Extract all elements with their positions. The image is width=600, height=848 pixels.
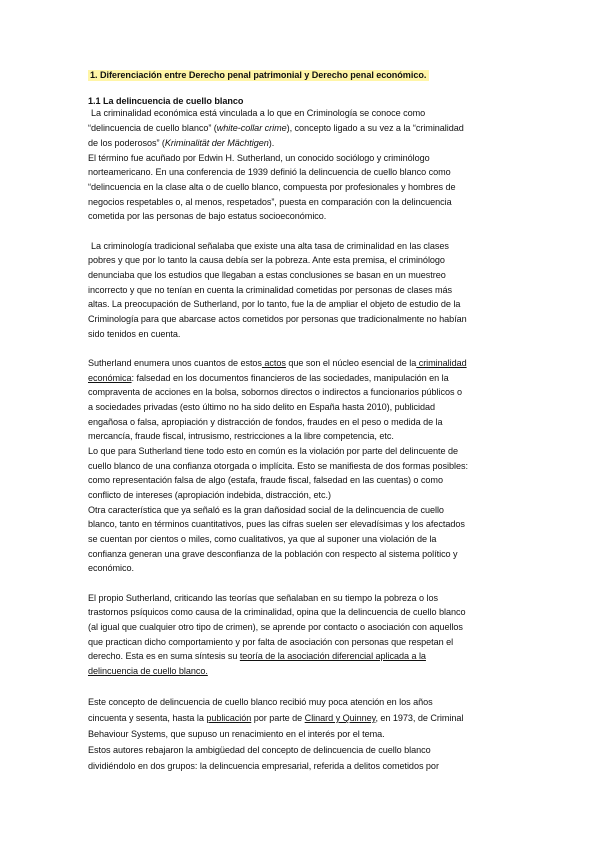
link-clinard-quinney[interactable]: Clinard y Quinney xyxy=(304,713,376,723)
p3-line-2: económica: falsedad en los documentos financieros de las sociedades, manipulación en la xyxy=(88,373,449,383)
link-teoria-asociacion-diferencial[interactable]: teoría de la asociación diferencial aplicada a la xyxy=(239,651,426,661)
link-criminalidad-economica-1[interactable]: criminalidad xyxy=(416,358,467,368)
p3-line-7: Lo que para Sutherland tiene todo esto en común es la violación por parte del delincuente de xyxy=(88,446,459,456)
p2-line-3: denunciaba que los estudios que llegaban a estas conclusiones se basan en un muestreo xyxy=(88,270,446,280)
p5-line-4: Estos autores rebajaron la ambigüedad del concepto de delincuencia de cuello blanco xyxy=(88,745,431,755)
p3-line-12: blanco, tanto en términos cuantitativos, pues las cifras suelen ser elevadísimas y los afectados xyxy=(88,519,465,529)
p3-line-13: se cuentan por cientos o miles, como cualitativos, ya que al suponer una violación de la xyxy=(88,534,437,544)
p5-line-5: dividiéndolo en dos grupos: la delincuencia empresarial, referida a delitos cometidos por xyxy=(88,761,439,771)
p3-line-3: compraventa de acciones en la bolsa, sobornos directos o indirectos a funcionarios públicos o xyxy=(88,387,462,397)
p1-line-2: “delincuencia de cuello blanco” (white-collar crime), concepto ligado a su vez a la “criminalidad xyxy=(88,123,464,133)
highlighted-heading-text: 1. Diferenciación entre Derecho penal patrimonial y Derecho penal económico. xyxy=(88,70,429,81)
p2-line-7: sido tenidos en cuenta. xyxy=(88,329,181,339)
p5-line-2: cincuenta y sesenta, hasta la publicación por parte de Clinard y Quinney, en 1973, de Criminal xyxy=(88,713,464,723)
p2-line-1: La criminología tradicional señalaba que existe una alta tasa de criminalidad en las clases xyxy=(91,241,449,251)
p4-line-1: El propio Sutherland, criticando las teorías que señalaban en su tiempo la pobreza o los xyxy=(88,593,438,603)
p4-line-4: que practican dicho comportamiento y por falta de asociación con personas que respetan el xyxy=(88,637,454,647)
subsection-heading: 1.1 La delincuencia de cuello blanco xyxy=(88,96,244,106)
p1-line-8: cometida por las personas de bajo estatus socioeconómico. xyxy=(88,211,327,221)
p5-line-3: Behaviour Systems, que supuso un renacimiento en el interés por el tema. xyxy=(88,729,385,739)
p3-line-1: Sutherland enumera unos cuantos de estos actos que son el núcleo esencial de la criminalidad xyxy=(88,358,467,368)
p3-line-10: conflicto de intereses (apropiación indebida, distracción, etc.) xyxy=(88,490,331,500)
p3-line-5: engañosa o falsa, apropiación y distracción de fondos, fraudes en el peso o medida de la xyxy=(88,417,443,427)
p3-line-9: como representación falsa de algo (estafa, fraude fiscal, falsedad en las cuentas) o como xyxy=(88,475,443,485)
p5-line-1: Este concepto de delincuencia de cuello blanco recibió muy poca atención en los años xyxy=(88,697,433,707)
link-criminalidad-economica-2[interactable]: económica xyxy=(88,373,132,383)
p2-line-5: altas. La preocupación de Sutherland, por lo tanto, fue la de ampliar el objeto de estudio de la xyxy=(88,299,461,309)
p2-line-2: pobres y que por lo tanto la causa debía ser la pobreza. Ante esta premisa, el criminólogo xyxy=(88,255,445,265)
p3-line-6: mercancía, fraude fiscal, intrusismo, restricciones a la libre competencia, etc. xyxy=(88,431,394,441)
p4-line-3: (al igual que cualquier otro tipo de crimen), se aprende por contacto o asociación con aquellos xyxy=(88,622,463,632)
p4-line-6 xyxy=(88,666,208,677)
p3-line-4: a sociedades privadas (esto último no ha sido delito en España hasta 2010), publicidad xyxy=(88,402,436,412)
link-publicacion[interactable]: publicación xyxy=(206,713,252,723)
p2-line-4: incorrecto y que no tenían en cuenta la criminalidad cometidas por personas de clases más xyxy=(88,285,453,295)
p1-line-5: norteamericano. En una conferencia de 1939 definió la delincuencia de cuello blanco como xyxy=(88,167,451,177)
p3-line-8: cuello blanco de una confianza otorgada o implícita. Esto se manifiesta de dos formas posibles: xyxy=(88,461,468,471)
link-delincuencia-cuello-blanco[interactable]: delincuencia de cuello blanco. xyxy=(88,666,208,676)
p1-line-6: “delincuencia en la clase alta o de cuello blanco, compuesta por profesionales y hombres de xyxy=(88,182,456,192)
p1-line-7: negocios respetables o, al menos, respetados”, puesta en comparación con la delincuencia xyxy=(88,197,452,207)
p3-line-15: económico. xyxy=(88,563,135,573)
p2-line-6: Criminología para que abarcase actos cometidos por personas que tradicionalmente no habían xyxy=(88,314,467,324)
p4-line-2: trastornos psíquicos como causa de la criminalidad, opina que la delincuencia de cuello blanco xyxy=(88,607,466,617)
p3-line-14: confianza generan una grave desconfianza de la población con respecto al sistema político y xyxy=(88,549,458,559)
p1-line-1: La criminalidad económica está vinculada a lo que en Criminología se conoce como xyxy=(91,108,426,118)
link-actos[interactable]: actos xyxy=(261,358,286,368)
section-heading xyxy=(88,70,429,81)
p1-line-4: El término fue acuñado por Edwin H. Sutherland, un conocido sociólogo y criminólogo xyxy=(88,153,430,163)
p4-line-5: derecho. Esta es en suma síntesis su teoría de la asociación diferencial aplicada a la xyxy=(88,651,426,661)
p3-line-11: Otra característica que ya señaló es la gran dañosidad social de la delincuencia de cuello xyxy=(88,505,444,515)
p1-line-3: de los poderosos” (Kriminalität der Mächtigen). xyxy=(88,138,275,148)
